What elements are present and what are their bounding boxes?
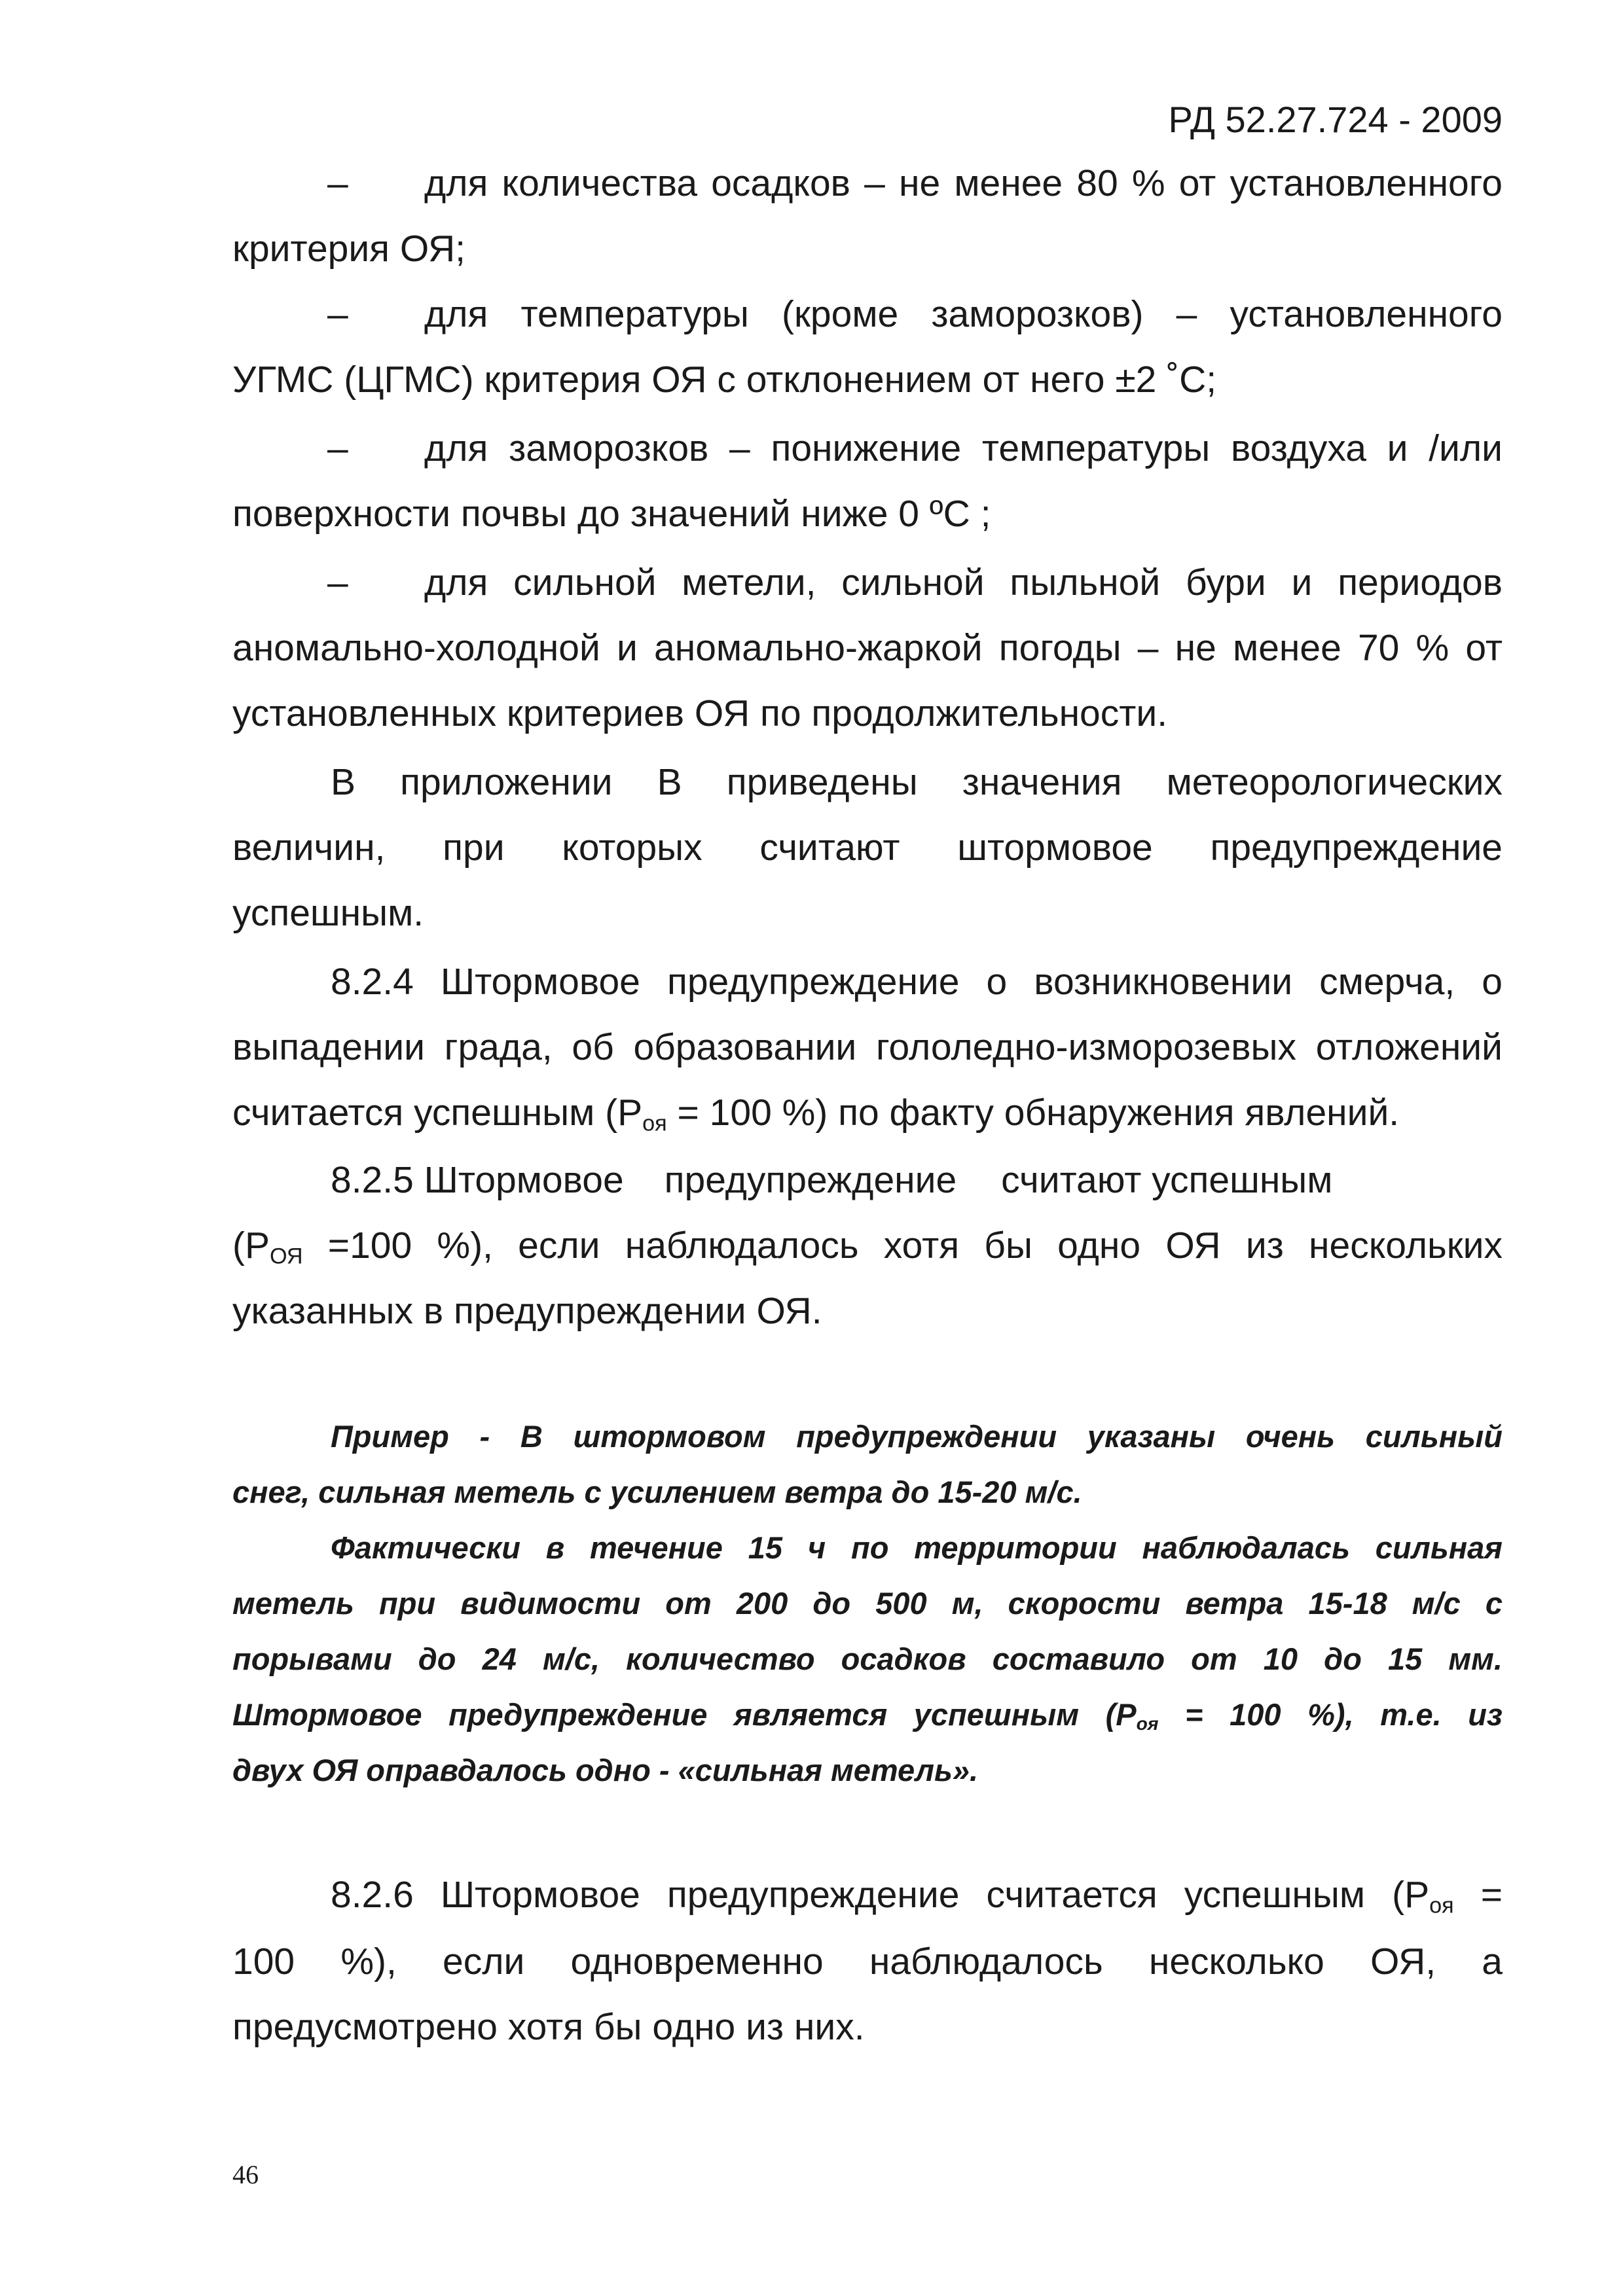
bullet-4-continuation: установленных критериев ОЯ по продолжительности. [232,692,1168,734]
bullet-1-continuation: критерия ОЯ; [232,228,465,270]
example-line: Пример - В штормовом предупреждении указаны очень сильный [331,1419,1503,1454]
bullet-dash: – [327,562,348,603]
bullet-2-continuation: УГМС (ЦГМС) критерия ОЯ с отклонением от него ±2 ˚С; [232,359,1217,401]
example-line: Штормовое предупреждение является успешным ($Р_{оя} = 100$ %), т.е. из [232,1697,1503,1734]
example-line: порывами до 24 м/с, количество осадков составило от 10 до 15 мм. [232,1641,1503,1676]
example-line: метель при видимости от 200 до 500 м, скорости ветра 15-18 м/с с [232,1586,1503,1621]
paragraph-8-2-6-line: предусмотрено хотя бы одно из них. [232,2006,865,2048]
paragraph-8-2-6-line: 100 %), если одновременно наблюдалось несколько ОЯ, а [232,1941,1503,1982]
bullet-3-line: для заморозков – понижение температуры воздуха и /или [424,427,1503,469]
bullet-dash: – [327,427,348,469]
bullet-dash: – [327,162,348,204]
paragraph-8-2-6-line: 8.2.6 Штормовое предупреждение считается успешным ($Р_{оя}$ = [331,1874,1503,1918]
example-line: двух ОЯ оправдалось одно - «сильная метель». [232,1753,979,1787]
paragraph-8-2-5-line: ($Р_{ОЯ} =100$ %), если наблюдалось хотя бы одно ОЯ из нескольких [232,1225,1503,1269]
example-line: Фактически в течение 15 ч по территории наблюдалась сильная [331,1530,1503,1565]
bullet-dash: – [327,293,348,335]
bullet-3-continuation: поверхности почвы до значений ниже 0 ºС ; [232,493,991,535]
paragraph-appendix-line: В приложении В приведены значения метеорологических [331,761,1503,803]
bullet-4-line: для сильной метели, сильной пыльной бури и периодов [424,562,1503,603]
paragraph-8-2-4-line: 8.2.4 Штормовое предупреждение о возникновении смерча, о [331,961,1503,1003]
bullet-4-continuation: аномально-холодной и аномально-жаркой погоды – не менее 70 % от [232,627,1503,669]
bullet-2-line: для температуры (кроме заморозков) – установленного [424,293,1503,335]
paragraph-8-2-4-line: считается успешным ($Р_{оя} = 100$ %) по факту обнаружения явлений. [232,1092,1400,1136]
document-header: РД 52.27.724 - 2009 [1168,99,1503,140]
paragraph-8-2-5-line: 8.2.5 Штормовое предупреждение считают успешным [331,1159,1333,1201]
bullet-1-line: для количества осадков – не менее 80 % от установленного [424,162,1503,204]
page-number: 46 [232,2160,259,2189]
paragraph-8-2-5-line: указанных в предупреждении ОЯ. [232,1290,822,1332]
paragraph-8-2-4-line: выпадении града, об образовании гололедно-изморозевых отложений [232,1026,1503,1068]
paragraph-appendix-line: успешным. [232,892,424,934]
example-line: снег, сильная метель с усилением ветра до 15-20 м/с. [232,1475,1082,1509]
paragraph-appendix-line: величин, при которых считают штормовое предупреждение [232,827,1503,869]
